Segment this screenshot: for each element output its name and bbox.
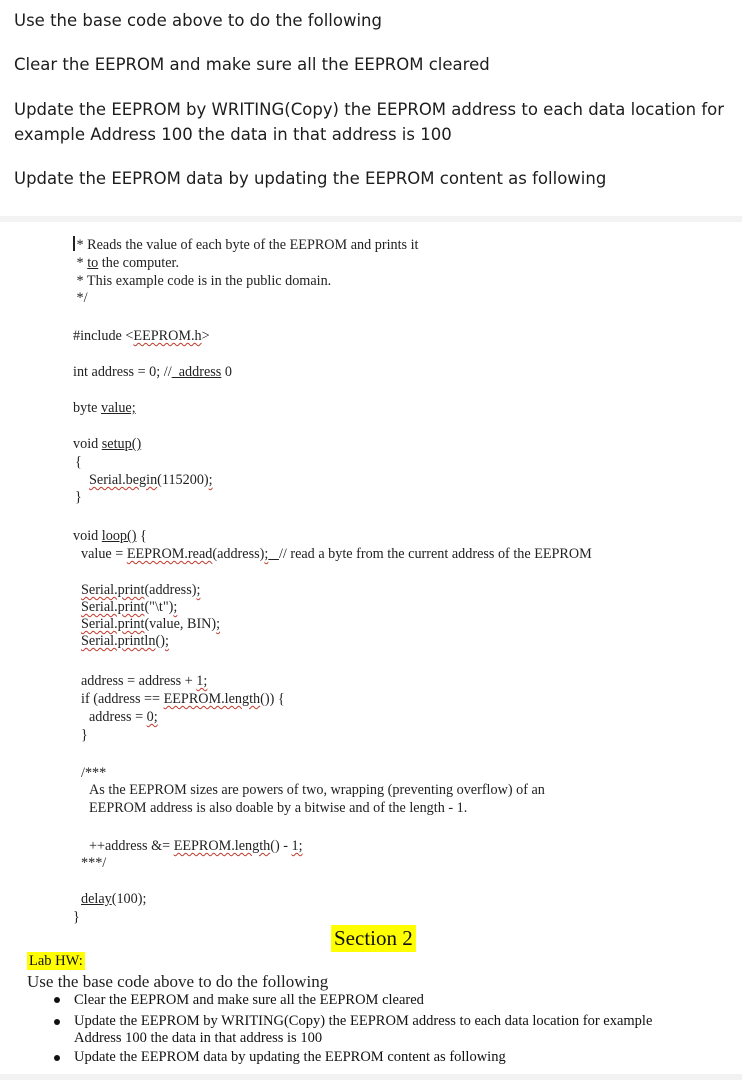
intro-line-3a: Update the EEPROM by WRITING(Copy) the EEPROM address to each data location for [14,100,725,119]
section-heading: Section 2 [331,925,416,952]
lab-hw-label: Lab HW: [29,953,83,969]
bullet-dot-1 [54,997,60,1003]
code-brace-open: { [75,454,82,470]
code-comment-3: * This example code is in the public domain. [73,273,332,289]
code-address-reset: address = 0; [89,709,158,725]
code-comment-4: */ [73,290,88,306]
code-address-increment: address = address + 1; [81,673,208,689]
code-include: #include <EEPROM.h> [73,328,210,344]
code-loop: void loop() { [73,528,147,544]
instructions-panel [0,0,742,216]
code-comment-line-2: EEPROM address is also doable by a bitwise and of the length - 1. [89,800,468,816]
code-comment-2: * to the computer. [73,255,180,271]
code-byte-value: byte value; [73,400,136,416]
code-comment-1: * Reads the value of each byte of the EEPROM and prints it [73,236,419,254]
intro-line-1: Use the base code above to do the following [14,11,382,30]
lab-bullet-2: Update the EEPROM by WRITING(Copy) the EEPROM address to each data location for example [74,1013,653,1029]
code-print-tab: Serial.print("\t"); [81,599,178,615]
bullet-dot-2 [54,1019,60,1025]
code-comment-line-1: As the EEPROM sizes are powers of two, wrapping (preventing overflow) of an [89,782,545,798]
code-int-address: int address = 0; // address 0 [73,364,232,380]
lab-bullet-2-cont: Address 100 the data in that address is 100 [74,1030,323,1046]
code-delay: delay(100); [81,891,147,907]
code-close-loop: } [73,909,80,925]
text-cursor [73,236,75,251]
code-close-if: } [81,727,88,743]
code-comment-open: /*** [81,765,107,781]
code-print-value: Serial.print(value, BIN); [81,616,221,632]
lab-bullet-1: Clear the EEPROM and make sure all the EEPROM cleared [74,992,424,1008]
intro-line-2: Clear the EEPROM and make sure all the EEPROM cleared [14,55,490,74]
code-eeprom-read: value = EEPROM.read(address); // read a byte from the current address of the EEPROM [81,546,592,562]
code-brace-close: } [75,489,82,505]
lab-bullet-3: Update the EEPROM data by updating the EEPROM content as following [74,1049,506,1065]
bottom-band [0,1074,742,1080]
code-bitwise-wrap: ++address &= EEPROM.length() - 1; [89,838,303,854]
code-if-length: if (address == EEPROM.length()) { [81,691,285,707]
intro-line-4: Update the EEPROM data by updating the EEPROM content as following [14,169,607,188]
code-serial-begin: Serial.begin(115200); [89,472,213,488]
code-println: Serial.println(); [81,633,169,649]
code-print-address: Serial.print(address); [81,582,201,598]
code-setup: void setup() [73,436,142,452]
bullet-dot-3 [54,1055,60,1061]
intro-line-3b: example Address 100 the data in that address is 100 [14,125,452,144]
code-comment-close: ***/ [81,855,107,871]
lab-hw-intro: Use the base code above to do the following [27,972,329,991]
